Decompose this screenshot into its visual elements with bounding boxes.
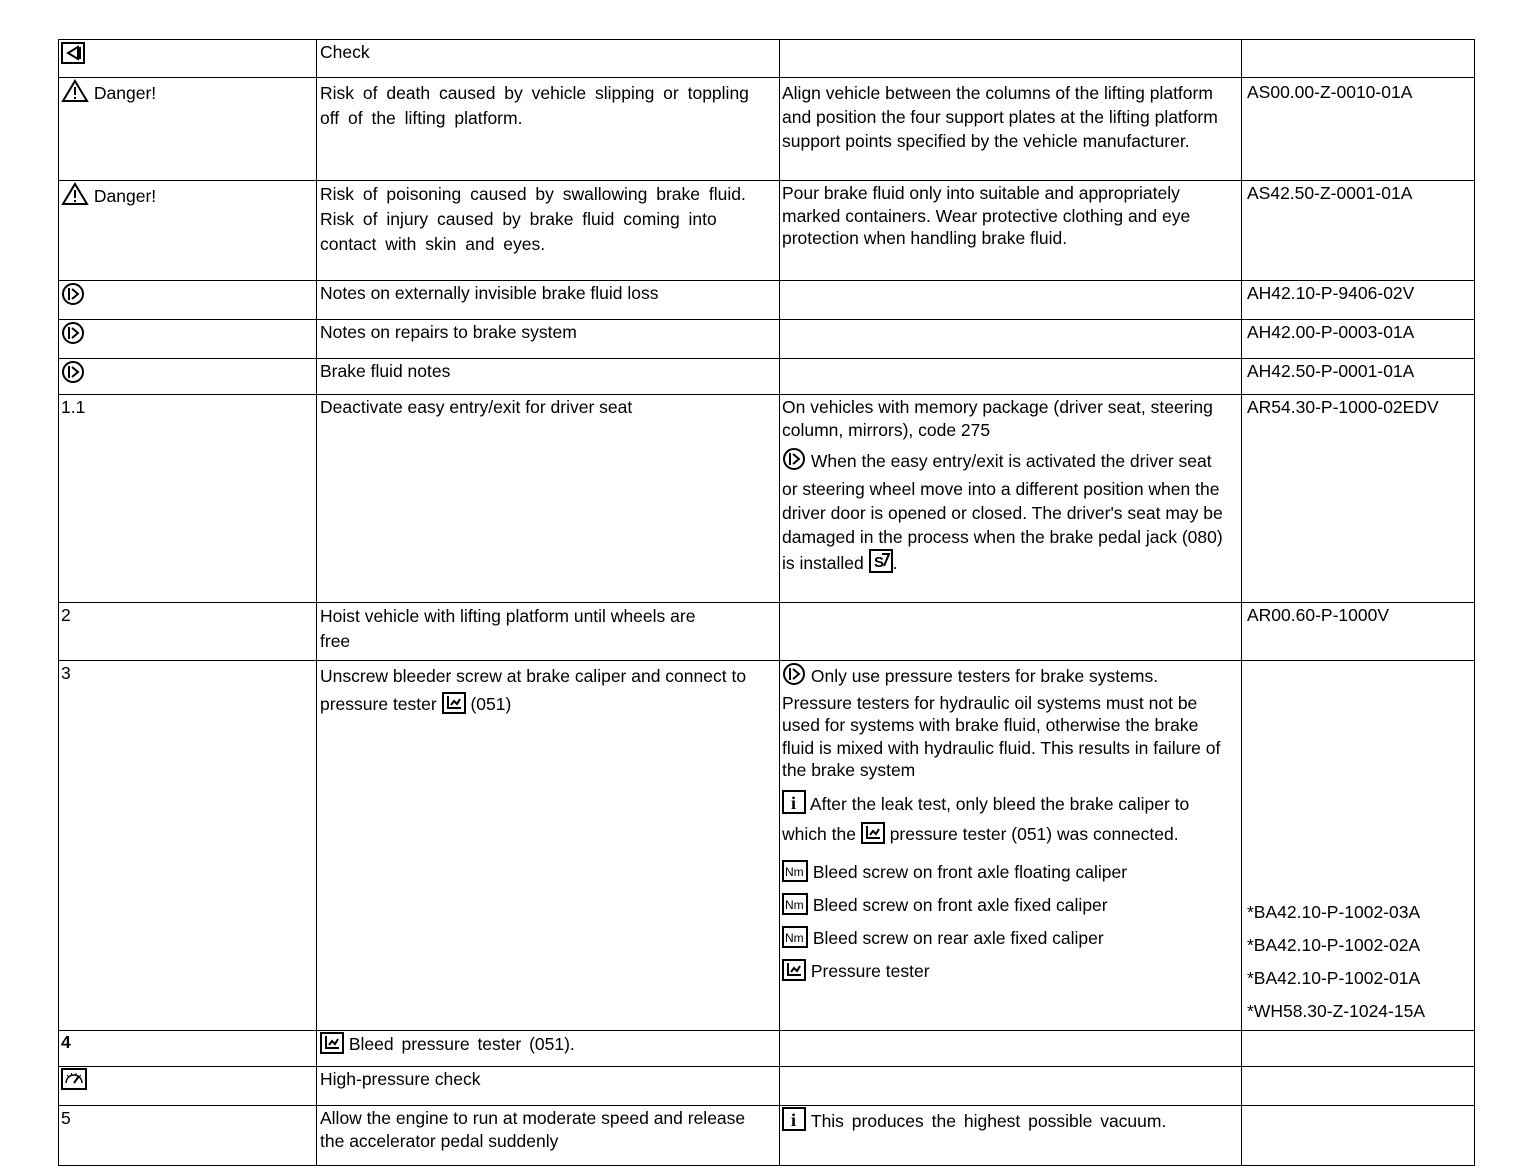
hint-text-end: pressure tester (051) was connected.	[889, 823, 1179, 844]
pressure-tester-icon	[861, 822, 885, 851]
step-cell	[59, 78, 317, 181]
step-cell	[59, 281, 317, 320]
danger-label: Danger!	[93, 186, 157, 206]
info-cell	[780, 320, 1242, 359]
table-row	[59, 661, 1475, 1031]
svg-text:i: i	[791, 1110, 797, 1130]
pressure-tester-icon	[782, 959, 806, 987]
action-cell: Allow the engine to run at moderate speed and release the accelerator pedal suddenly	[317, 1106, 780, 1166]
table-row	[59, 78, 1475, 181]
procedure-table	[58, 39, 1475, 1166]
info-cell	[780, 1031, 1242, 1067]
info-cell	[780, 1106, 1242, 1166]
table-row	[59, 181, 1475, 281]
svg-text:i: i	[791, 792, 797, 813]
step-number: 2	[59, 603, 317, 661]
reference-cell: AS42.50-Z-0001-01A	[1242, 181, 1475, 281]
hint-text: After the leak test, only bleed the brake caliper to which the	[782, 793, 1190, 844]
info-cell	[780, 40, 1242, 78]
action-cell	[317, 1031, 780, 1067]
reference-line: *BA42.10-P-1002-02A	[1247, 935, 1421, 955]
step-cell	[59, 359, 317, 395]
action-text: Unscrew bleeder screw at brake caliper and connect to pressure tester	[320, 666, 747, 714]
reference-cell	[1242, 1067, 1475, 1106]
svg-text:S: S	[873, 554, 884, 571]
table-row	[59, 281, 1475, 320]
step-cell	[59, 181, 317, 281]
note-text: When the easy entry/exit is activated the driver seat or steering wheel move into a different position when the driver door is opened or closed. The driver's seat may be damaged in the process when the brake pedal jack (080) is installed	[782, 451, 1223, 573]
action-cell: High-pressure check	[317, 1067, 780, 1106]
reference-cell: AH42.10-P-9406-02V	[1242, 281, 1475, 320]
torque-line	[782, 860, 1229, 893]
table-row	[59, 40, 1475, 78]
action-cell: Check	[317, 40, 780, 78]
torque-icon	[782, 893, 808, 921]
info-note	[782, 662, 1229, 782]
danger-label: Danger!	[93, 83, 157, 103]
torque-icon	[782, 926, 808, 954]
warning-triangle-icon	[61, 79, 89, 109]
note-icon	[61, 321, 85, 351]
reference-line: *BA42.10-P-1002-01A	[1247, 968, 1421, 988]
step-number: 1.1	[59, 395, 317, 603]
reference-line: *WH58.30-Z-1024-15A	[1247, 1001, 1425, 1021]
info-hint	[782, 790, 1229, 851]
step-number: 5	[59, 1106, 317, 1166]
reference-cell: AS00.00-Z-0010-01A	[1242, 78, 1475, 181]
pressure-gauge-icon	[61, 1068, 87, 1096]
info-note	[782, 447, 1229, 579]
action-cell: Hoist vehicle with lifting platform until wheels are free	[317, 603, 780, 661]
action-cell: Notes on externally invisible brake fluid loss	[317, 281, 780, 320]
note-icon	[61, 360, 85, 390]
note-icon	[782, 447, 806, 477]
reference-cell: AH42.00-P-0003-01A	[1242, 320, 1475, 359]
info-cell	[780, 359, 1242, 395]
step-cell	[59, 40, 317, 78]
note-icon	[782, 662, 806, 692]
action-text: Bleed pressure tester (051).	[348, 1034, 575, 1054]
action-cell: Risk of death caused by vehicle slipping or toppling off of the lifting platform.	[317, 78, 780, 181]
info-icon	[782, 790, 806, 821]
action-cell: Deactivate easy entry/exit for driver seat	[317, 395, 780, 603]
step-number: 3	[59, 661, 317, 1031]
torque-line	[782, 926, 1229, 959]
step-cell	[59, 320, 317, 359]
torque-icon-label: Nm	[785, 864, 804, 879]
step-cell	[59, 1067, 317, 1106]
step-number: 4	[59, 1031, 317, 1067]
torque-text: Bleed screw on front axle floating caliper	[812, 861, 1128, 882]
info-cell	[780, 1067, 1242, 1106]
action-cell: Risk of poisoning caused by swallowing brake fluid. Risk of injury caused by brake fluid coming into contact with skin and eyes.	[317, 181, 780, 281]
info-cell: Align vehicle between the columns of the lifting platform and position the four support plates at the lifting platform support points specified by the vehicle manufacturer.	[780, 78, 1242, 181]
torque-icon-label: Nm	[785, 930, 804, 945]
reference-line: *BA42.10-P-1002-03A	[1247, 902, 1421, 922]
info-cell	[780, 603, 1242, 661]
torque-line	[782, 893, 1229, 926]
note-text: Only use pressure testers for brake systems. Pressure testers for hydraulic oil systems must not be used for systems with brake fluid, otherwise the brake fluid is mixed with hydraulic fluid. This results in failure of the brake system	[782, 666, 1221, 780]
info-cell	[780, 661, 1242, 1031]
reference-cell: AR00.60-P-1000V	[1242, 603, 1475, 661]
torque-icon-label: Nm	[785, 897, 804, 912]
table-row	[59, 320, 1475, 359]
pressure-tester-icon	[442, 692, 466, 722]
pressure-tester-icon	[320, 1032, 344, 1060]
info-cell	[780, 281, 1242, 320]
tool-text: Pressure tester	[810, 960, 930, 981]
table-row	[59, 1106, 1475, 1166]
action-cell	[317, 661, 780, 1031]
torque-text: Bleed screw on front axle fixed caliper	[812, 894, 1108, 915]
reference-cell	[1242, 40, 1475, 78]
table-row	[59, 1067, 1475, 1106]
tool-line	[782, 959, 1229, 989]
info-cell	[780, 395, 1242, 603]
info-icon	[782, 1107, 806, 1137]
warning-triangle-icon	[61, 182, 89, 212]
info-text: On vehicles with memory package (driver seat, steering column, mirrors), code 275	[782, 397, 1213, 440]
reference-cell	[1242, 661, 1475, 1031]
check-icon	[61, 42, 85, 70]
info-cell: Pour brake fluid only into suitable and appropriately marked containers. Wear protective clothing and eye protection when handling brake fluid.	[780, 181, 1242, 281]
reference-cell: AH42.50-P-0001-01A	[1242, 359, 1475, 395]
hint-text: This produces the highest possible vacuum.	[810, 1111, 1167, 1131]
table-row	[59, 1031, 1475, 1067]
reference-cell	[1242, 1106, 1475, 1166]
reference-cell: AR54.30-P-1000-02EDV	[1242, 395, 1475, 603]
table-row	[59, 395, 1475, 603]
table-row	[59, 603, 1475, 661]
note-icon	[61, 282, 85, 312]
tool-number: (051)	[470, 694, 512, 714]
special-tool-icon	[869, 549, 893, 579]
action-cell: Notes on repairs to brake system	[317, 320, 780, 359]
reference-cell	[1242, 1031, 1475, 1067]
torque-icon	[782, 860, 808, 888]
action-cell: Brake fluid notes	[317, 359, 780, 395]
table-row	[59, 359, 1475, 395]
repair-procedure-document	[58, 39, 1475, 1166]
note-text-end: .	[892, 553, 898, 573]
torque-text: Bleed screw on rear axle fixed caliper	[812, 927, 1104, 948]
